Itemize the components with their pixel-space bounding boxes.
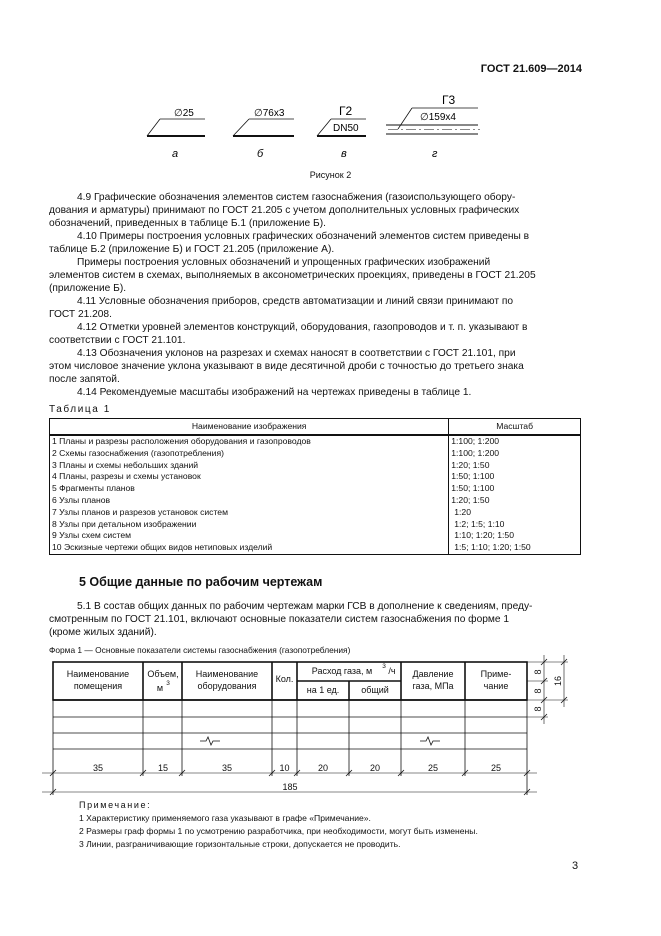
paragraph-4-12-line-2: соответствии с ГОСТ 21.101.: [49, 335, 186, 346]
paragraph-4-11-line-2: ГОСТ 21.208.: [49, 309, 112, 320]
form-right-dim-1: 8: [533, 669, 543, 675]
form-1-label: Форма 1 — Основные показатели системы газоснабжения (газопотребления): [49, 645, 351, 655]
page-number: 3: [572, 860, 579, 872]
paragraph-4-11-line-1: 4.11 Условные обозначения приборов, средств автоматизации и линий связи принимают по: [77, 296, 514, 307]
table-cell-scale: 1:2; 1:5; 1:10: [449, 519, 581, 531]
table-cell-scale: 1:100; 1:200: [449, 448, 581, 460]
notes-title: Примечание:: [79, 800, 152, 810]
paragraph-5-1-line-2: смотренным по ГОСТ 21.101, включают основные показатели систем газоснабжения по форме 1: [49, 614, 510, 625]
form-header-flow: Расход газа, м: [311, 666, 373, 676]
table-cell-name: 7 Узлы планов и разрезов установок систем: [50, 507, 449, 519]
figure-b-dim: ∅76х3: [254, 108, 285, 119]
table-cell-name: 2 Схемы газоснабжения (газопотребления): [50, 448, 449, 460]
section-5-heading: 5 Общие данные по рабочим чертежам: [79, 575, 323, 589]
form-header-flow-unit: /ч: [388, 666, 396, 676]
form-width-1: 35: [92, 763, 104, 773]
note-item-3: 3 Линии, разграничивающие горизонтальные строки, допускается не проводить.: [79, 839, 401, 849]
form-header-room-line-1: Наименование: [66, 669, 130, 679]
form-header-room-line-2: помещения: [73, 681, 123, 691]
table-cell-scale: 1:20: [449, 507, 581, 519]
form-right-dim-3: 16: [553, 675, 563, 687]
form-width-6: 20: [369, 763, 381, 773]
table-cell-name: 1 Планы и разрезы расположения оборудования и газопроводов: [50, 435, 449, 448]
paragraph-5-1-line-3: (кроме жилых зданий).: [49, 627, 157, 638]
paragraph-4-10b-line-2: элементов систем в схемах, выполняемых в аксонометрических проекциях, приведены в ГОСТ 21.205: [49, 270, 536, 281]
figure-g-dim: ∅159х4: [420, 112, 456, 123]
form-width-8: 25: [490, 763, 502, 773]
paragraph-4-13-line-1: 4.13 Обозначения уклонов на разрезах и схемах наносят в соответствии с ГОСТ 21.101, при: [77, 348, 516, 359]
figure-a-dim: ∅25: [174, 108, 194, 119]
form-header-per-unit: на 1 ед.: [306, 685, 340, 695]
table-cell-scale: 1:50; 1:100: [449, 483, 581, 495]
form-header-quantity: Кол.: [275, 674, 294, 684]
document-code: ГОСТ 21.609—2014: [480, 63, 582, 75]
form-right-dim-4: 8: [533, 706, 543, 712]
paragraph-4-10-line-1: 4.10 Примеры построения условных графических обозначений элементов систем приведены в: [77, 231, 530, 242]
table-1-label: Таблица 1: [49, 404, 111, 415]
table-cell-name: 9 Узлы схем систем: [50, 530, 449, 542]
form-header-note-line-1: Приме-: [480, 669, 512, 679]
form-width-5: 20: [317, 763, 329, 773]
paragraph-4-9-line-2: дования и арматуры) принимают по ГОСТ 21.205 с учетом дополнительных условных графических: [49, 205, 520, 216]
table-cell-scale: 1:100; 1:200: [449, 435, 581, 448]
form-width-2: 15: [157, 763, 169, 773]
paragraph-4-13-line-2: этом числовое значение уклона указывают в виде десятичной дроби с точностью до третьего знака: [49, 361, 524, 372]
form-header-volume-sup: 3: [166, 680, 170, 687]
table-cell-scale: 1:50; 1:100: [449, 471, 581, 483]
paragraph-4-13-line-3: после запятой.: [49, 374, 120, 385]
paragraph-4-10-line-2: таблице Б.2 (приложение Б) и ГОСТ 21.205 (приложение А).: [49, 244, 335, 255]
paragraph-4-10b-line-1: Примеры построения условных обозначений и упрощенных графических изображений: [77, 257, 491, 268]
form-header-pressure-line-2: газа, МПа: [412, 681, 454, 691]
form-header-equipment-line-2: оборудования: [197, 681, 257, 691]
form-header-total: общий: [361, 685, 389, 695]
table-cell-name: 3 Планы и схемы небольших зданий: [50, 460, 449, 472]
table-1-header-scale: Масштаб: [449, 419, 581, 436]
figure-g-letter: г: [432, 148, 438, 160]
note-item-2: 2 Размеры граф формы 1 по усмотрению разработчика, при необходимости, могут быть изменены.: [79, 826, 478, 836]
figure-a-letter: а: [172, 148, 179, 160]
table-cell-name: 8 Узлы при детальном изображении: [50, 519, 449, 531]
form-width-4: 10: [279, 763, 290, 773]
paragraph-5-1-line-1: 5.1 В состав общих данных по рабочим чертежам марки ГСВ в дополнение к сведениям, преду-: [77, 601, 533, 612]
table-cell-scale: 1:20; 1:50: [449, 460, 581, 472]
form-header-volume-unit: м: [156, 683, 164, 693]
figure-v-letter: в: [341, 148, 347, 160]
table-cell-name: 10 Эскизные чертежи общих видов нетиповых изделий: [50, 542, 449, 554]
table-cell-name: 4 Планы, разрезы и схемы установок: [50, 471, 449, 483]
note-item-1: 1 Характеристику применяемого газа указывают в графе «Примечание».: [79, 813, 371, 823]
form-header-flow-sup: 3: [382, 663, 386, 670]
paragraph-4-14-line-1: 4.14 Рекомендуемые масштабы изображений на чертежах приведены в таблице 1.: [77, 387, 472, 398]
form-width-7: 25: [427, 763, 439, 773]
table-cell-name: 5 Фрагменты планов: [50, 483, 449, 495]
form-right-dim-2: 8: [533, 688, 543, 694]
table-1-header-name: Наименование изображения: [50, 419, 449, 436]
figure-caption: Рисунок 2: [309, 170, 352, 180]
form-header-pressure-line-1: Давление: [412, 669, 454, 679]
figure-v-dim: DN50: [333, 123, 359, 134]
paragraph-4-9-line-3: обозначений, приведенных в таблице Б.1 (приложение Б).: [49, 218, 326, 229]
figure-g-code: Г3: [442, 93, 456, 107]
paragraph-4-12-line-1: 4.12 Отметки уровней элементов конструкций, оборудования, газопроводов и т. п. указывают в: [77, 322, 528, 333]
table-cell-scale: 1:5; 1:10; 1:20; 1:50: [449, 542, 581, 554]
form-header-note-line-2: чание: [483, 681, 509, 691]
form-total-width: 185: [282, 782, 298, 792]
figure-v-code: Г2: [339, 104, 353, 118]
paragraph-4-9-line-1: 4.9 Графические обозначения элементов систем газоснабжения (газоиспользующего обору-: [77, 192, 516, 203]
paragraph-4-10b-line-3: (приложение Б).: [49, 283, 127, 294]
table-cell-scale: 1:10; 1:20; 1:50: [449, 530, 581, 542]
figure-b-letter: б: [257, 148, 264, 160]
table-cell-scale: 1:20; 1:50: [449, 495, 581, 507]
form-header-volume-line-1: Объем,: [147, 669, 179, 679]
form-width-3: 35: [221, 763, 233, 773]
table-cell-name: 6 Узлы планов: [50, 495, 449, 507]
form-1-dimension-ticks: [50, 659, 567, 795]
form-header-equipment-line-1: Наименование: [195, 669, 259, 679]
